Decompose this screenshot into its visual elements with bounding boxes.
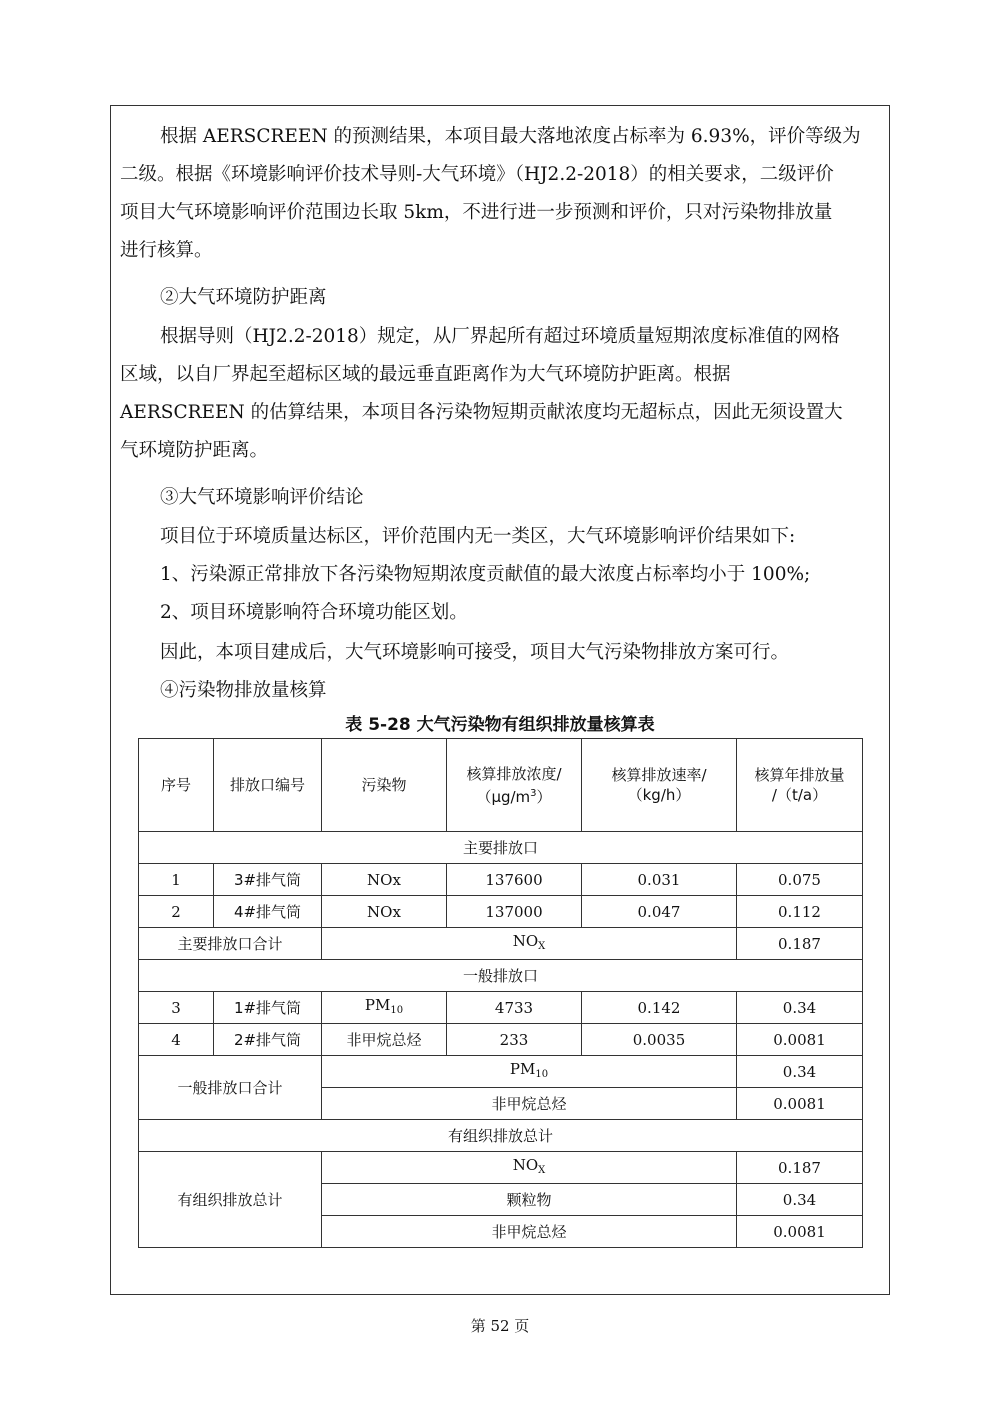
cell-concentration: 4733 xyxy=(447,992,582,1024)
unit-text: （μg/m xyxy=(476,787,531,806)
section-row xyxy=(139,1120,863,1152)
main-total-pollutant xyxy=(322,928,737,960)
header-seq: 序号 xyxy=(139,739,214,832)
header-concentration xyxy=(447,739,582,832)
main-total-annual: 0.187 xyxy=(737,928,863,960)
org-total-annual-2: 0.34 xyxy=(737,1184,863,1216)
cell-seq: 2 xyxy=(139,896,214,928)
cell-pollutant: NOx xyxy=(322,896,447,928)
cell-pollutant xyxy=(322,992,447,1024)
cell-concentration: 137600 xyxy=(447,864,582,896)
pollutant-base: PM xyxy=(364,995,391,1014)
pollutant-base: PM xyxy=(509,1059,536,1078)
list-item: 2、项目环境影响符合环境功能区划。 xyxy=(160,602,468,623)
unit-close: ） xyxy=(536,787,552,806)
cell-rate: 0.031 xyxy=(582,864,737,896)
pollutant-subscript: 10 xyxy=(535,1068,549,1080)
org-total-annual-3: 0.0081 xyxy=(737,1216,863,1248)
org-total-pollutant-1 xyxy=(322,1152,737,1184)
text-line: 项目位于环境质量达标区，评价范围内无一类区，大气环境影响评价结果如下: xyxy=(160,526,796,547)
text-line: 项目大气环境影响评价范围边长取 5km，不进行进一步预测和评价，只对污染物排放量 xyxy=(120,202,833,223)
text-line: 根据 AERSCREEN 的预测结果，本项目最大落地浓度占标率为 6.93%，评价等级为 xyxy=(160,126,861,147)
text-line: AERSCREEN 的估算结果，本项目各污染物短期贡献浓度均无超标点，因此无须设置大 xyxy=(120,402,843,423)
list-item: 1、污染源正常排放下各污染物短期浓度贡献值的最大浓度占标率均小于 100%; xyxy=(160,564,811,585)
text-line: 气环境防护距离。 xyxy=(120,440,269,461)
section-heading: ④污染物排放量核算 xyxy=(160,680,327,701)
general-total-annual-2: 0.0081 xyxy=(737,1088,863,1120)
section-row xyxy=(139,960,863,992)
main-total-label: 主要排放口合计 xyxy=(139,928,322,960)
header-annual-unit: /（t/a） xyxy=(771,786,828,804)
cell-seq: 4 xyxy=(139,1024,214,1056)
pollutant-subscript: X xyxy=(538,1164,546,1176)
header-rate-line1: 核算排放速率/ xyxy=(611,766,707,784)
general-total-pollutant-2: 非甲烷总烃 xyxy=(322,1088,737,1120)
table-row xyxy=(139,1024,863,1056)
unit-superscript: 3 xyxy=(530,787,537,799)
cell-outlet: 1#排气筒 xyxy=(214,992,322,1024)
table-row xyxy=(139,896,863,928)
header-rate xyxy=(582,739,737,832)
section-general-label: 一般排放口 xyxy=(139,960,863,992)
org-total-pollutant-2: 颗粒物 xyxy=(322,1184,737,1216)
table-row xyxy=(139,864,863,896)
table-row xyxy=(139,992,863,1024)
table-caption: 表 5-28 大气污染物有组织排放量核算表 xyxy=(345,715,655,735)
total-row xyxy=(139,1152,863,1184)
section-heading: ③大气环境影响评价结论 xyxy=(160,487,364,508)
page-number: 第 52 页 xyxy=(470,1317,530,1335)
table-header-row xyxy=(139,739,863,832)
general-total-annual-1: 0.34 xyxy=(737,1056,863,1088)
cell-seq: 3 xyxy=(139,992,214,1024)
header-concentration-unit xyxy=(476,788,551,806)
header-pollutant: 污染物 xyxy=(322,739,447,832)
cell-annual: 0.075 xyxy=(737,864,863,896)
header-annual xyxy=(737,739,863,832)
org-total-pollutant-3: 非甲烷总烃 xyxy=(322,1216,737,1248)
cell-rate: 0.0035 xyxy=(582,1024,737,1056)
section-heading: ②大气环境防护距离 xyxy=(160,287,327,308)
cell-outlet: 3#排气筒 xyxy=(214,864,322,896)
emission-table xyxy=(138,738,863,1248)
header-annual-line1: 核算年排放量 xyxy=(754,766,845,784)
text-line: 因此，本项目建成后，大气环境影响可接受，项目大气污染物排放方案可行。 xyxy=(160,642,790,663)
pollutant-base: NO xyxy=(512,931,539,950)
text-line: 根据导则（HJ2.2-2018）规定，从厂界起所有超过环境质量短期浓度标准值的网格 xyxy=(160,326,840,347)
cell-concentration: 137000 xyxy=(447,896,582,928)
cell-seq: 1 xyxy=(139,864,214,896)
header-rate-unit: （kg/h） xyxy=(627,786,691,804)
general-total-label: 一般排放口合计 xyxy=(139,1056,322,1120)
text-line: 二级。根据《环境影响评价技术导则-大气环境》（HJ2.2-2018）的相关要求，二级评价 xyxy=(120,164,834,185)
subtotal-row xyxy=(139,928,863,960)
text-line: 进行核算。 xyxy=(120,240,213,261)
header-outlet: 排放口编号 xyxy=(214,739,322,832)
org-total-label: 有组织排放总计 xyxy=(139,1152,322,1248)
pollutant-base: NO xyxy=(512,1155,539,1174)
pollutant-subscript: 10 xyxy=(390,1004,404,1016)
text-line: 区域，以自厂界起至超标区域的最远垂直距离作为大气环境防护距离。根据 xyxy=(120,364,731,385)
header-concentration-line1: 核算排放浓度/ xyxy=(466,764,562,783)
cell-pollutant: NOx xyxy=(322,864,447,896)
cell-pollutant: 非甲烷总烃 xyxy=(322,1024,447,1056)
section-org-label: 有组织排放总计 xyxy=(139,1120,863,1152)
cell-outlet: 2#排气筒 xyxy=(214,1024,322,1056)
section-row xyxy=(139,832,863,864)
cell-concentration: 233 xyxy=(447,1024,582,1056)
section-main-label: 主要排放口 xyxy=(139,832,863,864)
cell-rate: 0.047 xyxy=(582,896,737,928)
subtotal-row xyxy=(139,1056,863,1088)
cell-annual: 0.0081 xyxy=(737,1024,863,1056)
pollutant-subscript: X xyxy=(538,940,546,952)
general-total-pollutant-1 xyxy=(322,1056,737,1088)
cell-outlet: 4#排气筒 xyxy=(214,896,322,928)
cell-annual: 0.112 xyxy=(737,896,863,928)
cell-rate: 0.142 xyxy=(582,992,737,1024)
org-total-annual-1: 0.187 xyxy=(737,1152,863,1184)
cell-annual: 0.34 xyxy=(737,992,863,1024)
